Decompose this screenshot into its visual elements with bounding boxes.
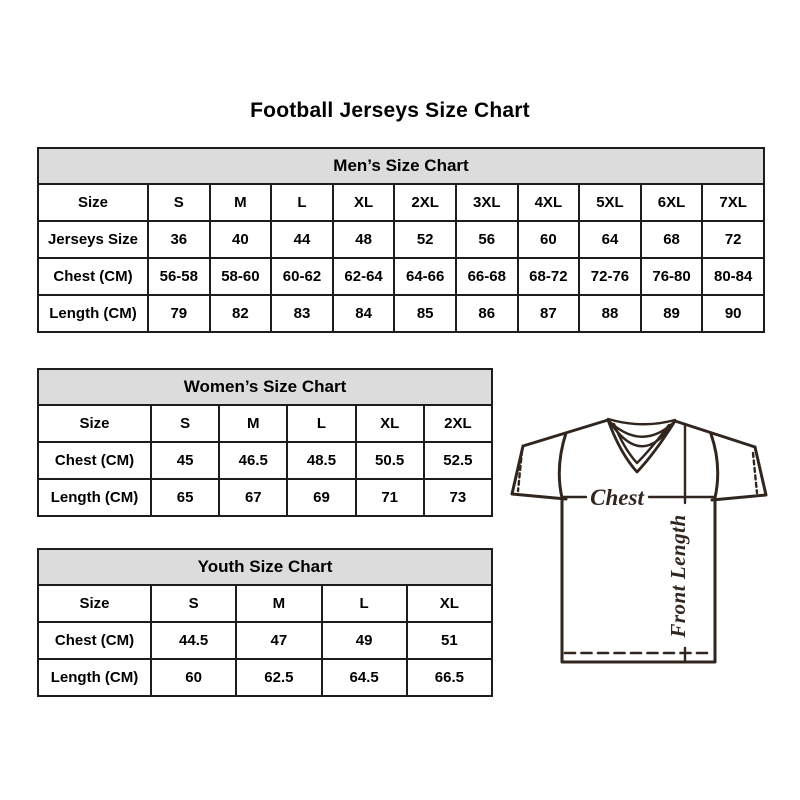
table-title: Men’s Size Chart: [38, 148, 764, 184]
table-row: [38, 405, 492, 442]
value-cell: 88: [579, 295, 641, 332]
value-cell: M: [210, 184, 272, 221]
value-cell: 72: [702, 221, 764, 258]
value-cell: 49: [322, 622, 407, 659]
row-label-cell: Chest (CM): [38, 622, 151, 659]
value-cell: 47: [236, 622, 321, 659]
jersey-measurement-diagram: [503, 403, 775, 671]
value-cell: L: [287, 405, 355, 442]
value-cell: 2XL: [424, 405, 492, 442]
value-cell: XL: [333, 184, 395, 221]
value-cell: 89: [641, 295, 703, 332]
value-cell: 90: [702, 295, 764, 332]
value-cell: 56: [456, 221, 518, 258]
value-cell: 83: [271, 295, 333, 332]
mens-size-chart-table: [37, 147, 765, 333]
table-row: [38, 184, 764, 221]
value-cell: S: [151, 405, 219, 442]
value-cell: 52.5: [424, 442, 492, 479]
value-cell: 5XL: [579, 184, 641, 221]
chest-measure-label: Chest: [590, 485, 644, 510]
table-row: [38, 479, 492, 516]
value-cell: 86: [456, 295, 518, 332]
row-label-cell: Chest (CM): [38, 258, 148, 295]
value-cell: 66.5: [407, 659, 492, 696]
jersey-collar-icon: [608, 419, 675, 472]
womens-size-chart-table: [37, 368, 493, 517]
table-body: [38, 585, 492, 696]
table-title-row: [38, 549, 492, 585]
value-cell: 4XL: [518, 184, 580, 221]
value-cell: 7XL: [702, 184, 764, 221]
table-row: [38, 585, 492, 622]
jersey-outline-icon: [512, 420, 766, 662]
value-cell: M: [219, 405, 287, 442]
value-cell: 44: [271, 221, 333, 258]
value-cell: 2XL: [394, 184, 456, 221]
value-cell: 80-84: [702, 258, 764, 295]
row-label-cell: Size: [38, 585, 151, 622]
value-cell: 48: [333, 221, 395, 258]
value-cell: 62-64: [333, 258, 395, 295]
value-cell: 45: [151, 442, 219, 479]
value-cell: 51: [407, 622, 492, 659]
row-label-cell: Length (CM): [38, 479, 151, 516]
value-cell: 87: [518, 295, 580, 332]
value-cell: 85: [394, 295, 456, 332]
value-cell: 68: [641, 221, 703, 258]
value-cell: 58-60: [210, 258, 272, 295]
value-cell: 71: [356, 479, 424, 516]
value-cell: 46.5: [219, 442, 287, 479]
value-cell: 84: [333, 295, 395, 332]
value-cell: L: [322, 585, 407, 622]
value-cell: 60-62: [271, 258, 333, 295]
value-cell: XL: [356, 405, 424, 442]
youth-size-chart-table: [37, 548, 493, 697]
value-cell: 62.5: [236, 659, 321, 696]
value-cell: 6XL: [641, 184, 703, 221]
value-cell: 72-76: [579, 258, 641, 295]
value-cell: 76-80: [641, 258, 703, 295]
value-cell: 50.5: [356, 442, 424, 479]
table-title-row: [38, 148, 764, 184]
value-cell: 44.5: [151, 622, 236, 659]
value-cell: 56-58: [148, 258, 210, 295]
value-cell: 3XL: [456, 184, 518, 221]
table-row: [38, 221, 764, 258]
table-title: Youth Size Chart: [38, 549, 492, 585]
value-cell: S: [151, 585, 236, 622]
value-cell: 69: [287, 479, 355, 516]
front-length-measure-label: Front Length: [666, 514, 690, 638]
value-cell: 60: [518, 221, 580, 258]
table-body: [38, 184, 764, 332]
table-row: [38, 442, 492, 479]
value-cell: 64: [579, 221, 641, 258]
value-cell: 79: [148, 295, 210, 332]
row-label-cell: Length (CM): [38, 659, 151, 696]
value-cell: L: [271, 184, 333, 221]
page-title: Football Jerseys Size Chart: [250, 99, 530, 122]
value-cell: XL: [407, 585, 492, 622]
value-cell: 60: [151, 659, 236, 696]
table-title-row: [38, 369, 492, 405]
value-cell: 52: [394, 221, 456, 258]
value-cell: 64-66: [394, 258, 456, 295]
table-body: [38, 405, 492, 516]
value-cell: 40: [210, 221, 272, 258]
table-row: [38, 295, 764, 332]
table-title: Women’s Size Chart: [38, 369, 492, 405]
row-label-cell: Chest (CM): [38, 442, 151, 479]
value-cell: S: [148, 184, 210, 221]
value-cell: M: [236, 585, 321, 622]
table-row: [38, 659, 492, 696]
value-cell: 36: [148, 221, 210, 258]
row-label-cell: Size: [38, 405, 151, 442]
row-label-cell: Length (CM): [38, 295, 148, 332]
value-cell: 65: [151, 479, 219, 516]
table-row: [38, 258, 764, 295]
value-cell: 67: [219, 479, 287, 516]
value-cell: 73: [424, 479, 492, 516]
value-cell: 64.5: [322, 659, 407, 696]
value-cell: 68-72: [518, 258, 580, 295]
value-cell: 66-68: [456, 258, 518, 295]
table-row: [38, 622, 492, 659]
row-label-cell: Jerseys Size: [38, 221, 148, 258]
value-cell: 48.5: [287, 442, 355, 479]
value-cell: 82: [210, 295, 272, 332]
row-label-cell: Size: [38, 184, 148, 221]
